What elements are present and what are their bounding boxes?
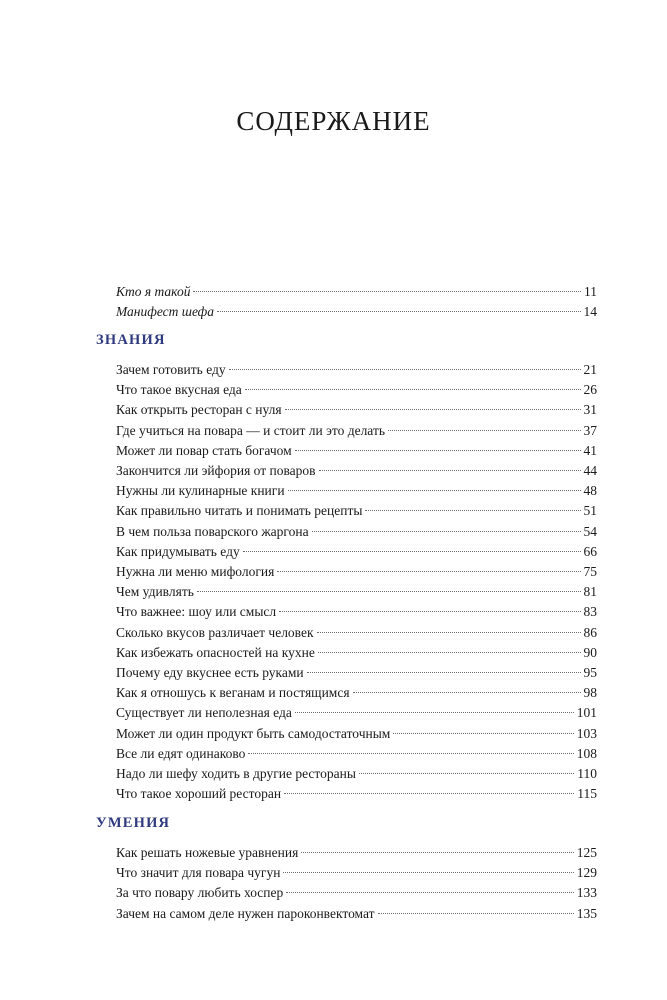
toc-entry-title: Надо ли шефу ходить в другие рестораны: [116, 766, 356, 781]
toc-entry: [116, 400, 597, 420]
toc-page-number: 129: [576, 865, 597, 880]
toc-entry-title: Зачем готовить еду: [116, 362, 226, 377]
toc-entry-title: Почему еду вкуснее есть руками: [116, 665, 304, 680]
toc-entry-title: Как правильно читать и понимать рецепты: [116, 503, 363, 518]
dot-leader: [393, 733, 573, 734]
toc-entry-title: Как я отношусь к веганам и постящимся: [116, 685, 350, 700]
toc-entry-title: Что такое хороший ресторан: [116, 786, 282, 801]
toc-page-number: 26: [583, 382, 597, 397]
toc-entry-title: Что важнее: шоу или смысл: [116, 604, 277, 619]
toc-page-number: 31: [583, 402, 597, 417]
toc-entry-title: Чем удивлять: [116, 584, 194, 599]
toc-entry: [116, 501, 597, 521]
toc-entry-title: За что повару любить хоспер: [116, 885, 284, 900]
toc-page-number: 95: [583, 665, 597, 680]
toc-entry-title: Кто я такой: [116, 284, 191, 299]
toc-page-number: 103: [576, 726, 597, 741]
dot-leader: [243, 551, 581, 552]
toc-entry: [116, 764, 597, 784]
toc-entry: [116, 421, 597, 441]
toc-page-number: 41: [583, 443, 597, 458]
section-heading: УМЕНИЯ: [96, 815, 171, 831]
toc-entry-title: Все ли едят одинаково: [116, 746, 246, 761]
toc-entry: [116, 724, 597, 744]
toc-entry-title: Зачем на самом деле нужен пароконвектомат: [116, 906, 375, 921]
toc-page-number: 83: [583, 604, 597, 619]
toc-entry: [116, 441, 597, 461]
dot-leader: [245, 389, 581, 390]
toc-entry: [116, 461, 597, 481]
toc-page-number: 86: [583, 625, 597, 640]
dot-leader: [319, 470, 581, 471]
toc-entry: [116, 542, 597, 562]
toc-page-number: 81: [583, 584, 597, 599]
toc-entry: [116, 663, 597, 683]
dot-leader: [285, 409, 581, 410]
dot-leader: [318, 652, 581, 653]
toc-entry-title: Как избежать опасностей на кухне: [116, 645, 315, 660]
dot-leader: [359, 773, 574, 774]
toc-entry-title: Манифест шефа: [116, 304, 214, 319]
toc-entry-title: Как решать ножевые уравнения: [116, 845, 299, 860]
toc-entry-title: Закончится ли эйфория от поваров: [116, 463, 316, 478]
toc-page-number: 21: [583, 362, 597, 377]
toc-page-number: 115: [577, 786, 597, 801]
toc-entry: [116, 623, 597, 643]
toc-entry-title: В чем польза поварского жаргона: [116, 524, 309, 539]
toc-entry: [116, 784, 597, 804]
toc-page-number: 101: [576, 705, 597, 720]
dot-leader: [279, 611, 580, 612]
toc-entry-title: Может ли один продукт быть самодостаточным: [116, 726, 391, 741]
dot-leader: [378, 913, 574, 914]
dot-leader: [301, 852, 573, 853]
toc-page-number: 66: [583, 544, 597, 559]
toc-entry-title: Что такое вкусная еда: [116, 382, 242, 397]
dot-leader: [248, 753, 573, 754]
toc-page-number: 11: [584, 284, 597, 299]
dot-leader: [197, 591, 581, 592]
toc-page-number: 135: [576, 906, 597, 921]
dot-leader: [284, 793, 574, 794]
toc-entry-title: Нужны ли кулинарные книги: [116, 483, 285, 498]
toc-page-number: 90: [583, 645, 597, 660]
toc-entry-title: Существует ли неполезная еда: [116, 705, 292, 720]
toc-page-number: 44: [583, 463, 597, 478]
toc-entry: [116, 302, 597, 322]
toc-entry-title: Может ли повар стать богачом: [116, 443, 292, 458]
toc-entry-title: Нужна ли меню мифология: [116, 564, 275, 579]
dot-leader: [229, 369, 581, 370]
toc-entry: [116, 643, 597, 663]
dot-leader: [295, 450, 581, 451]
dot-leader: [283, 872, 573, 873]
toc-page-number: 37: [583, 423, 597, 438]
toc-entry: [116, 380, 597, 400]
toc-entry: [116, 744, 597, 764]
toc-page-number: 51: [583, 503, 597, 518]
toc-page-number: 48: [583, 483, 597, 498]
page-title: СОДЕРЖАНИЕ: [236, 106, 431, 137]
dot-leader: [317, 632, 581, 633]
toc-page-number: 125: [576, 845, 597, 860]
toc-page-number: 110: [577, 766, 597, 781]
dot-leader: [312, 531, 581, 532]
dot-leader: [295, 712, 574, 713]
dot-leader: [353, 692, 581, 693]
toc-entry-title: Где учиться на повара — и стоит ли это делать: [116, 423, 386, 438]
toc-entry-title: Что значит для повара чугун: [116, 865, 281, 880]
dot-leader: [193, 291, 581, 292]
toc-entry: [116, 703, 597, 723]
toc-page-number: 98: [583, 685, 597, 700]
toc-page-number: 75: [583, 564, 597, 579]
dot-leader: [388, 430, 580, 431]
toc-entry: [116, 683, 597, 703]
toc-entry: [116, 562, 597, 582]
dot-leader: [365, 510, 580, 511]
toc-entry: [116, 282, 597, 302]
toc-page-number: 133: [576, 885, 597, 900]
section-heading: ЗНАНИЯ: [96, 332, 166, 348]
toc-entry-title: Как придумывать еду: [116, 544, 240, 559]
toc-entry-title: Как открыть ресторан с нуля: [116, 402, 282, 417]
toc-entry: [116, 481, 597, 501]
toc-entry: [116, 863, 597, 883]
toc-entry: [116, 602, 597, 622]
toc-page-number: 14: [583, 304, 597, 319]
toc-entry: [116, 883, 597, 903]
toc-entry: [116, 522, 597, 542]
toc-entry: [116, 843, 597, 863]
toc-entry: [116, 360, 597, 380]
dot-leader: [217, 311, 581, 312]
toc-entry: [116, 904, 597, 924]
dot-leader: [288, 490, 581, 491]
toc-entry: [116, 582, 597, 602]
dot-leader: [286, 892, 573, 893]
toc-page-number: 54: [583, 524, 597, 539]
toc-page-number: 108: [576, 746, 597, 761]
toc-entry-title: Сколько вкусов различает человек: [116, 625, 314, 640]
dot-leader: [277, 571, 580, 572]
dot-leader: [307, 672, 581, 673]
